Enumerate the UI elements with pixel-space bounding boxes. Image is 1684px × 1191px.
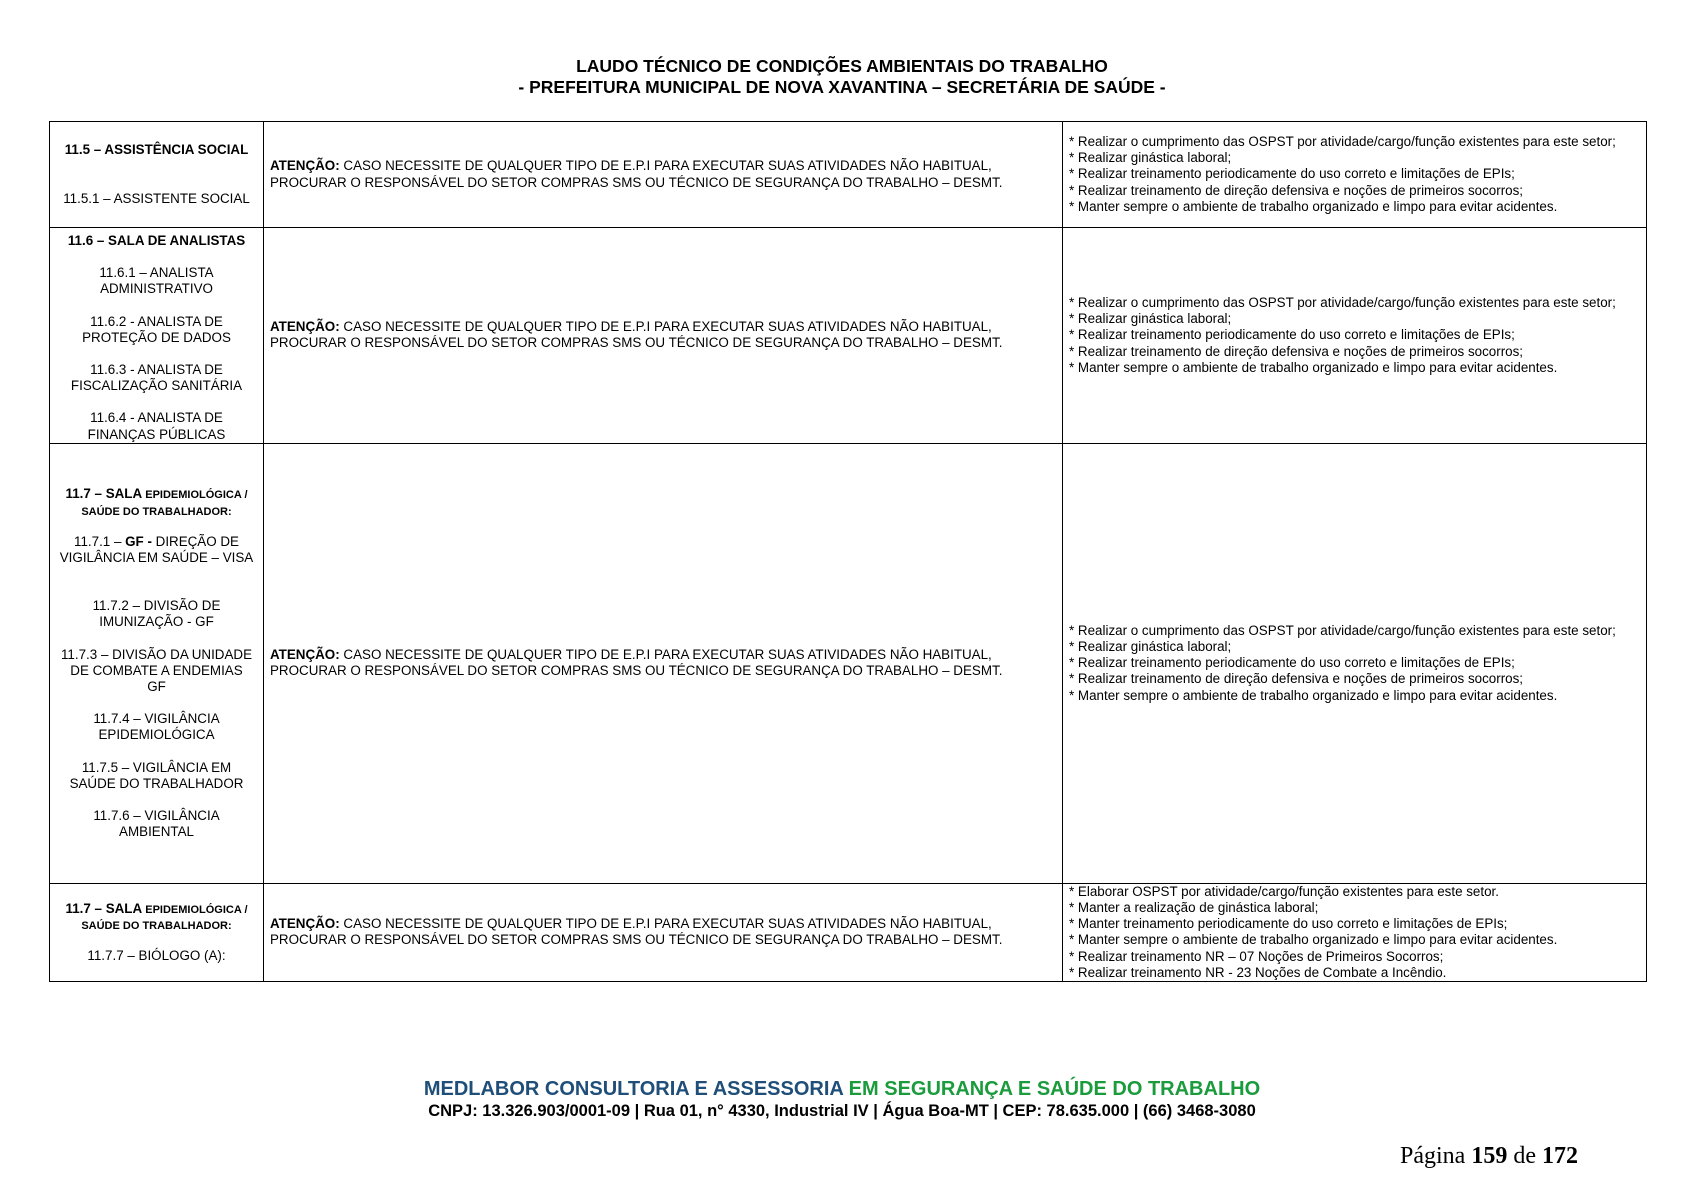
recommendation-item: * Realizar o cumprimento das OSPST por atividade/cargo/função existentes para este setor; xyxy=(1069,294,1616,310)
recommendation-item: * Realizar treinamento periodicamente do uso correto e limitações de EPIs; xyxy=(1069,655,1515,671)
attention-text: CASO NECESSITE DE QUALQUER TIPO DE E.P.I PARA EXECUTAR SUAS ATIVIDADES NÃO HABITUAL, xyxy=(339,158,992,174)
sector-item: DIREÇÃO DE xyxy=(151,533,239,549)
sector-item: GF xyxy=(147,678,166,694)
sector-item: 11.7.2 – DIVISÃO DE xyxy=(92,598,221,614)
recommendation-item: * Realizar ginástica laboral; xyxy=(1069,311,1232,327)
footer-company-tagline: EM SEGURANÇA E SAÚDE DO TRABALHO xyxy=(843,1078,1261,1100)
table-row xyxy=(50,122,1647,228)
attention-text: CASO NECESSITE DE QUALQUER TIPO DE E.P.I PARA EXECUTAR SUAS ATIVIDADES NÃO HABITUAL, xyxy=(339,319,992,335)
sector-title: 11.5 – ASSISTÊNCIA SOCIAL xyxy=(64,142,249,158)
sector-title: 11.6 – SALA DE ANALISTAS xyxy=(67,233,246,248)
recommendations-cell xyxy=(1063,122,1647,228)
attention-text: CASO NECESSITE DE QUALQUER TIPO DE E.P.I PARA EXECUTAR SUAS ATIVIDADES NÃO HABITUAL, xyxy=(339,916,992,932)
sector-title: EPIDEMIOLÓGICA / xyxy=(142,489,248,502)
page-number: Página 159 de 172 xyxy=(1400,1143,1578,1169)
attention-text: PROCURAR O RESPONSÁVEL DO SETOR COMPRAS SMS OU TÉCNICO DE SEGURANÇA DO TRABALHO – DESMT. xyxy=(270,663,1003,679)
recommendation-item: * Realizar ginástica laboral; xyxy=(1069,150,1232,166)
recommendation-item: * Realizar o cumprimento das OSPST por atividade/cargo/função existentes para este setor; xyxy=(1069,133,1616,149)
sector-title: 11.7 – SALA xyxy=(65,486,143,502)
sector-item: 11.5.1 – ASSISTENTE SOCIAL xyxy=(63,190,250,206)
table-row xyxy=(50,883,1647,981)
recommendation-item: * Manter a realização de ginástica laboral; xyxy=(1069,900,1319,916)
sector-title: SAÚDE DO TRABALHADOR: xyxy=(81,505,232,518)
recommendation-item: * Realizar treinamento de direção defensiva e noções de primeiros socorros; xyxy=(1069,671,1524,687)
sector-cell xyxy=(50,883,264,981)
table-row xyxy=(50,443,1647,883)
sector-item: SAÚDE DO TRABALHADOR xyxy=(69,775,244,791)
attention-label: ATENÇÃO: xyxy=(270,916,340,932)
sector-item: 11.6.1 – ANALISTA xyxy=(99,265,214,281)
attention-text: PROCURAR O RESPONSÁVEL DO SETOR COMPRAS SMS OU TÉCNICO DE SEGURANÇA DO TRABALHO – DESMT. xyxy=(270,335,1003,351)
sector-item: 11.7.6 – VIGILÂNCIA xyxy=(93,807,220,823)
sector-item: VIGILÂNCIA EM SAÚDE – VISA xyxy=(59,549,254,565)
recommendation-item: * Manter sempre o ambiente de trabalho organizado e limpo para evitar acidentes. xyxy=(1069,198,1558,214)
sector-item: GF - xyxy=(125,533,152,549)
attention-label: ATENÇÃO: xyxy=(270,158,340,174)
sector-item: 11.6.3 - ANALISTA DE xyxy=(90,362,223,378)
recommendation-item: * Manter sempre o ambiente de trabalho organizado e limpo para evitar acidentes. xyxy=(1069,359,1558,375)
attention-cell xyxy=(264,228,1063,444)
risk-table xyxy=(49,121,1647,982)
sector-item: DE COMBATE A ENDEMIAS xyxy=(70,662,243,678)
sector-item: 11.7.1 – xyxy=(74,533,126,549)
footer-company xyxy=(0,1077,1684,1101)
recommendation-item: * Realizar treinamento de direção defensiva e noções de primeiros socorros; xyxy=(1069,343,1524,359)
sector-cell xyxy=(50,228,264,444)
page-current: 159 xyxy=(1471,1143,1508,1169)
attention-label: ATENÇÃO: xyxy=(270,319,340,335)
sector-item: 11.7.4 – VIGILÂNCIA xyxy=(93,711,220,727)
recommendation-item: * Realizar treinamento periodicamente do uso correto e limitações de EPIs; xyxy=(1069,166,1515,182)
sector-item: 11.6.2 - ANALISTA DE xyxy=(90,313,223,329)
recommendation-item: * Realizar o cumprimento das OSPST por atividade/cargo/função existentes para este setor; xyxy=(1069,622,1616,638)
sector-title: 11.7 – SALA xyxy=(65,900,143,916)
recommendation-item: * Realizar treinamento NR - 23 Noções de Combate a Incêndio. xyxy=(1069,964,1447,980)
sector-item: PROTEÇÃO DE DADOS xyxy=(82,329,231,345)
sector-cell xyxy=(50,443,264,883)
sector-item: FISCALIZAÇÃO SANITÁRIA xyxy=(70,378,243,394)
sector-cell xyxy=(50,122,264,228)
recommendation-item: * Realizar treinamento NR – 07 Noções de Primeiros Socorros; xyxy=(1069,948,1444,964)
sector-title: EPIDEMIOLÓGICA / xyxy=(142,903,248,916)
sector-item: ADMINISTRATIVO xyxy=(100,281,213,297)
recommendations-cell xyxy=(1063,228,1647,444)
recommendation-item: * Realizar ginástica laboral; xyxy=(1069,639,1232,655)
sector-item: AMBIENTAL xyxy=(119,824,194,840)
sector-item: EPIDEMIOLÓGICA xyxy=(98,727,215,743)
header-subtitle: - PREFEITURA MUNICIPAL DE NOVA XAVANTINA – SECRETÁRIA DE SAÚDE - xyxy=(518,77,1166,97)
attention-label: ATENÇÃO: xyxy=(270,647,340,663)
recommendation-item: * Realizar treinamento periodicamente do uso correto e limitações de EPIs; xyxy=(1069,327,1515,343)
sector-title: SAÚDE DO TRABALHADOR: xyxy=(81,919,232,932)
recommendations-cell xyxy=(1063,443,1647,883)
recommendations-cell xyxy=(1063,883,1647,981)
attention-cell xyxy=(264,443,1063,883)
recommendation-item: * Manter sempre o ambiente de trabalho organizado e limpo para evitar acidentes. xyxy=(1069,687,1558,703)
recommendation-item: * Manter treinamento periodicamente do uso correto e limitações de EPIs; xyxy=(1069,916,1508,932)
recommendation-item: * Elaborar OSPST por atividade/cargo/função existentes para este setor. xyxy=(1069,883,1499,899)
page-total: 172 xyxy=(1542,1143,1578,1169)
table-row xyxy=(50,228,1647,444)
sector-item: 11.7.7 – BIÓLOGO (A): xyxy=(87,948,226,964)
sector-item: IMUNIZAÇÃO - GF xyxy=(99,614,214,630)
recommendation-item: * Manter sempre o ambiente de trabalho organizado e limpo para evitar acidentes. xyxy=(1069,932,1558,948)
footer-company-name: MEDLABOR CONSULTORIA E ASSESSORIA xyxy=(423,1078,844,1100)
document-header xyxy=(0,56,1684,98)
attention-cell xyxy=(264,122,1063,228)
recommendation-item: * Realizar treinamento de direção defensiva e noções de primeiros socorros; xyxy=(1069,182,1524,198)
sector-item: FINANÇAS PÚBLICAS xyxy=(87,426,226,442)
footer-address: CNPJ: 13.326.903/0001-09 | Rua 01, n° 4330, Industrial IV | Água Boa-MT | CEP: 78.635.000 | (66) 3468-3080 xyxy=(428,1102,1256,1120)
sector-item: 11.7.5 – VIGILÂNCIA EM xyxy=(81,759,232,775)
sector-item: 11.7.3 – DIVISÃO DA UNIDADE xyxy=(60,646,252,662)
header-title: LAUDO TÉCNICO DE CONDIÇÕES AMBIENTAIS DO TRABALHO xyxy=(576,56,1108,76)
attention-text: PROCURAR O RESPONSÁVEL DO SETOR COMPRAS SMS OU TÉCNICO DE SEGURANÇA DO TRABALHO – DESMT. xyxy=(270,174,1003,190)
attention-text: CASO NECESSITE DE QUALQUER TIPO DE E.P.I PARA EXECUTAR SUAS ATIVIDADES NÃO HABITUAL, xyxy=(339,647,992,663)
attention-cell xyxy=(264,883,1063,981)
sector-item: 11.6.4 - ANALISTA DE xyxy=(90,410,223,426)
attention-text: PROCURAR O RESPONSÁVEL DO SETOR COMPRAS SMS OU TÉCNICO DE SEGURANÇA DO TRABALHO – DESMT. xyxy=(270,932,1003,948)
